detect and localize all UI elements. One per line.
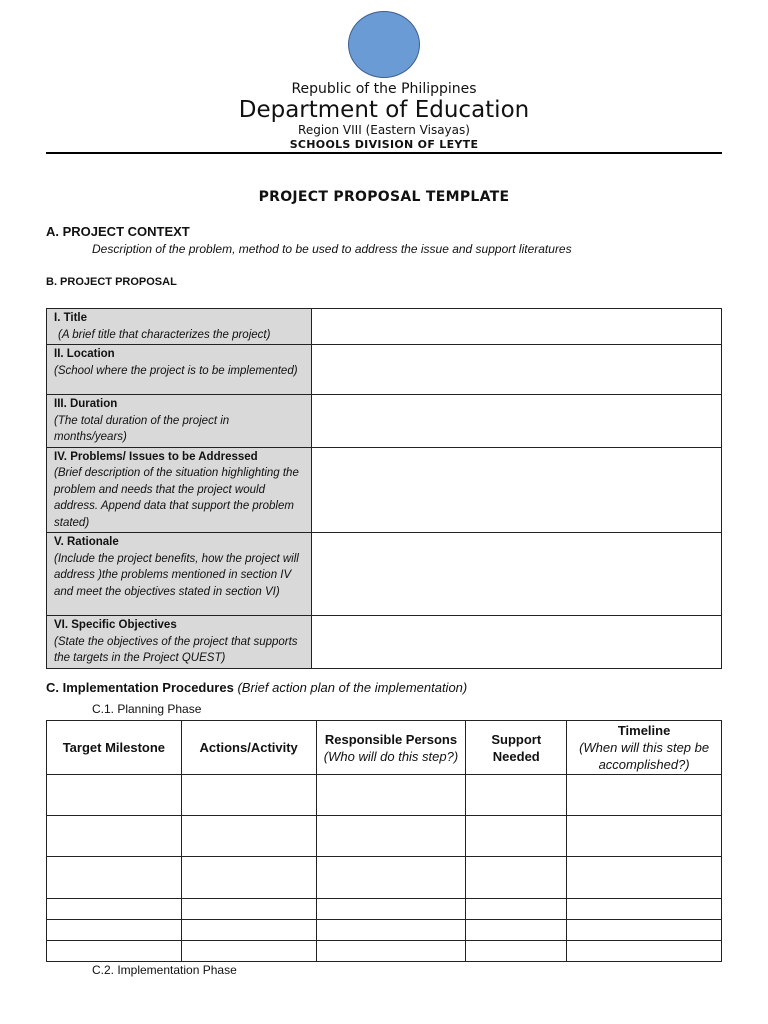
proposal-row-rationale-label: V. Rationale — [54, 536, 119, 548]
proposal-row-title-desc: (A brief title that characterizes the project) — [58, 328, 271, 341]
proposal-row-rationale-desc: (Include the project benefits, how the project will address )the problems mentioned in section IV and meet the objectives stated in section VI) — [54, 552, 299, 598]
proposal-label-cell — [47, 616, 312, 669]
section-b-heading: B. PROJECT PROPOSAL — [46, 276, 177, 288]
col-responsible-persons — [316, 721, 466, 775]
header-department: Department of Education — [238, 97, 530, 123]
document-title: PROJECT PROPOSAL TEMPLATE — [258, 189, 510, 205]
table-cell[interactable] — [567, 816, 722, 857]
table-cell[interactable] — [466, 941, 567, 962]
proposal-row-rationale — [47, 533, 722, 616]
planning-phase-table — [46, 720, 722, 962]
project-proposal-table — [46, 308, 722, 669]
table-cell[interactable] — [466, 920, 567, 941]
planning-table-row — [47, 816, 722, 857]
table-cell[interactable] — [316, 920, 466, 941]
header-republic: Republic of the Philippines — [291, 81, 477, 97]
proposal-value-cell[interactable] — [312, 345, 722, 395]
proposal-row-location — [47, 345, 722, 395]
col-timeline-note: (When will this step be accomplished?) — [579, 740, 710, 772]
table-cell[interactable] — [567, 920, 722, 941]
table-cell[interactable] — [181, 899, 316, 920]
table-cell[interactable] — [47, 920, 182, 941]
proposal-label-cell — [47, 395, 312, 448]
proposal-value-cell[interactable] — [312, 309, 722, 345]
table-cell[interactable] — [181, 775, 316, 816]
proposal-row-problems-label: IV. Problems/ Issues to be Addressed — [54, 450, 258, 463]
proposal-label-cell — [47, 533, 312, 616]
planning-table-row — [47, 899, 722, 920]
col-timeline — [567, 721, 722, 775]
proposal-row-title-label: I. Title — [54, 312, 88, 324]
proposal-row-title — [47, 309, 722, 345]
table-cell[interactable] — [47, 899, 182, 920]
table-cell[interactable] — [47, 816, 182, 857]
section-a-heading: A. PROJECT CONTEXT — [46, 224, 190, 239]
proposal-label-cell — [47, 447, 312, 533]
table-cell[interactable] — [316, 899, 466, 920]
planning-table-row — [47, 941, 722, 962]
table-cell[interactable] — [316, 941, 466, 962]
col-actions-activity — [181, 721, 316, 775]
proposal-row-problems-desc: (Brief description of the situation highlighting the problem and needs that the project would address. Append data that support the problem stated) — [54, 467, 299, 529]
proposal-row-objectives-desc: (State the objectives of the project that supports the targets in the Project QUEST) — [54, 635, 298, 664]
col-responsible-persons-label: Responsible Persons — [324, 731, 458, 747]
proposal-row-location-label: II. Location — [54, 348, 115, 360]
proposal-label-cell — [47, 309, 312, 345]
table-cell[interactable] — [567, 775, 722, 816]
table-cell[interactable] — [466, 816, 567, 857]
section-c-title: C. Implementation Procedures — [46, 680, 234, 695]
col-support-needed — [466, 721, 567, 775]
table-cell[interactable] — [567, 941, 722, 962]
proposal-row-duration-label: III. Duration — [54, 398, 118, 410]
table-cell[interactable] — [567, 857, 722, 899]
table-cell[interactable] — [181, 920, 316, 941]
proposal-value-cell[interactable] — [312, 395, 722, 448]
header-region: Region VIII (Eastern Visayas) — [298, 123, 470, 137]
table-cell[interactable] — [567, 899, 722, 920]
planning-table-row — [47, 775, 722, 816]
table-cell[interactable] — [466, 775, 567, 816]
table-cell[interactable] — [316, 775, 466, 816]
proposal-row-objectives — [47, 616, 722, 669]
planning-phase-label: C.1. Planning Phase — [92, 702, 202, 716]
section-a-description: Description of the problem, method to be used to address the issue and support literatures — [92, 242, 572, 256]
proposal-row-objectives-label: VI. Specific Objectives — [54, 619, 177, 631]
proposal-row-duration-desc: (The total duration of the project in months/years) — [54, 414, 230, 443]
col-support-needed-label: Support Needed — [491, 731, 542, 764]
table-cell[interactable] — [466, 857, 567, 899]
table-cell[interactable] — [181, 941, 316, 962]
proposal-value-cell[interactable] — [312, 533, 722, 616]
col-timeline-label: Timeline — [617, 723, 671, 738]
table-cell[interactable] — [47, 941, 182, 962]
proposal-row-problems — [47, 447, 722, 533]
proposal-value-cell[interactable] — [312, 447, 722, 533]
table-cell[interactable] — [47, 857, 182, 899]
planning-table-row — [47, 857, 722, 899]
col-target-milestone-label: Target Milestone — [62, 740, 166, 755]
table-cell[interactable] — [181, 857, 316, 899]
section-c-heading — [46, 680, 467, 695]
section-c-note: (Brief action plan of the implementation) — [237, 680, 468, 695]
table-cell[interactable] — [47, 775, 182, 816]
planning-table-row — [47, 920, 722, 941]
proposal-row-duration — [47, 395, 722, 448]
table-cell[interactable] — [316, 857, 466, 899]
proposal-value-cell[interactable] — [312, 616, 722, 669]
table-cell[interactable] — [316, 816, 466, 857]
implementation-phase-label: C.2. Implementation Phase — [92, 963, 237, 977]
proposal-label-cell — [47, 345, 312, 395]
col-actions-activity-label: Actions/Activity — [199, 740, 298, 755]
header-divider — [46, 152, 722, 154]
col-target-milestone — [47, 721, 182, 775]
proposal-row-location-desc: (School where the project is to be implemented) — [54, 364, 298, 377]
planning-table-header-row — [47, 721, 722, 775]
table-cell[interactable] — [466, 899, 567, 920]
col-responsible-persons-note: (Who will do this step?) — [323, 748, 459, 764]
table-cell[interactable] — [181, 816, 316, 857]
deped-seal-logo — [348, 11, 420, 78]
header-division: SCHOOLS DIVISION OF LEYTE — [289, 138, 479, 151]
